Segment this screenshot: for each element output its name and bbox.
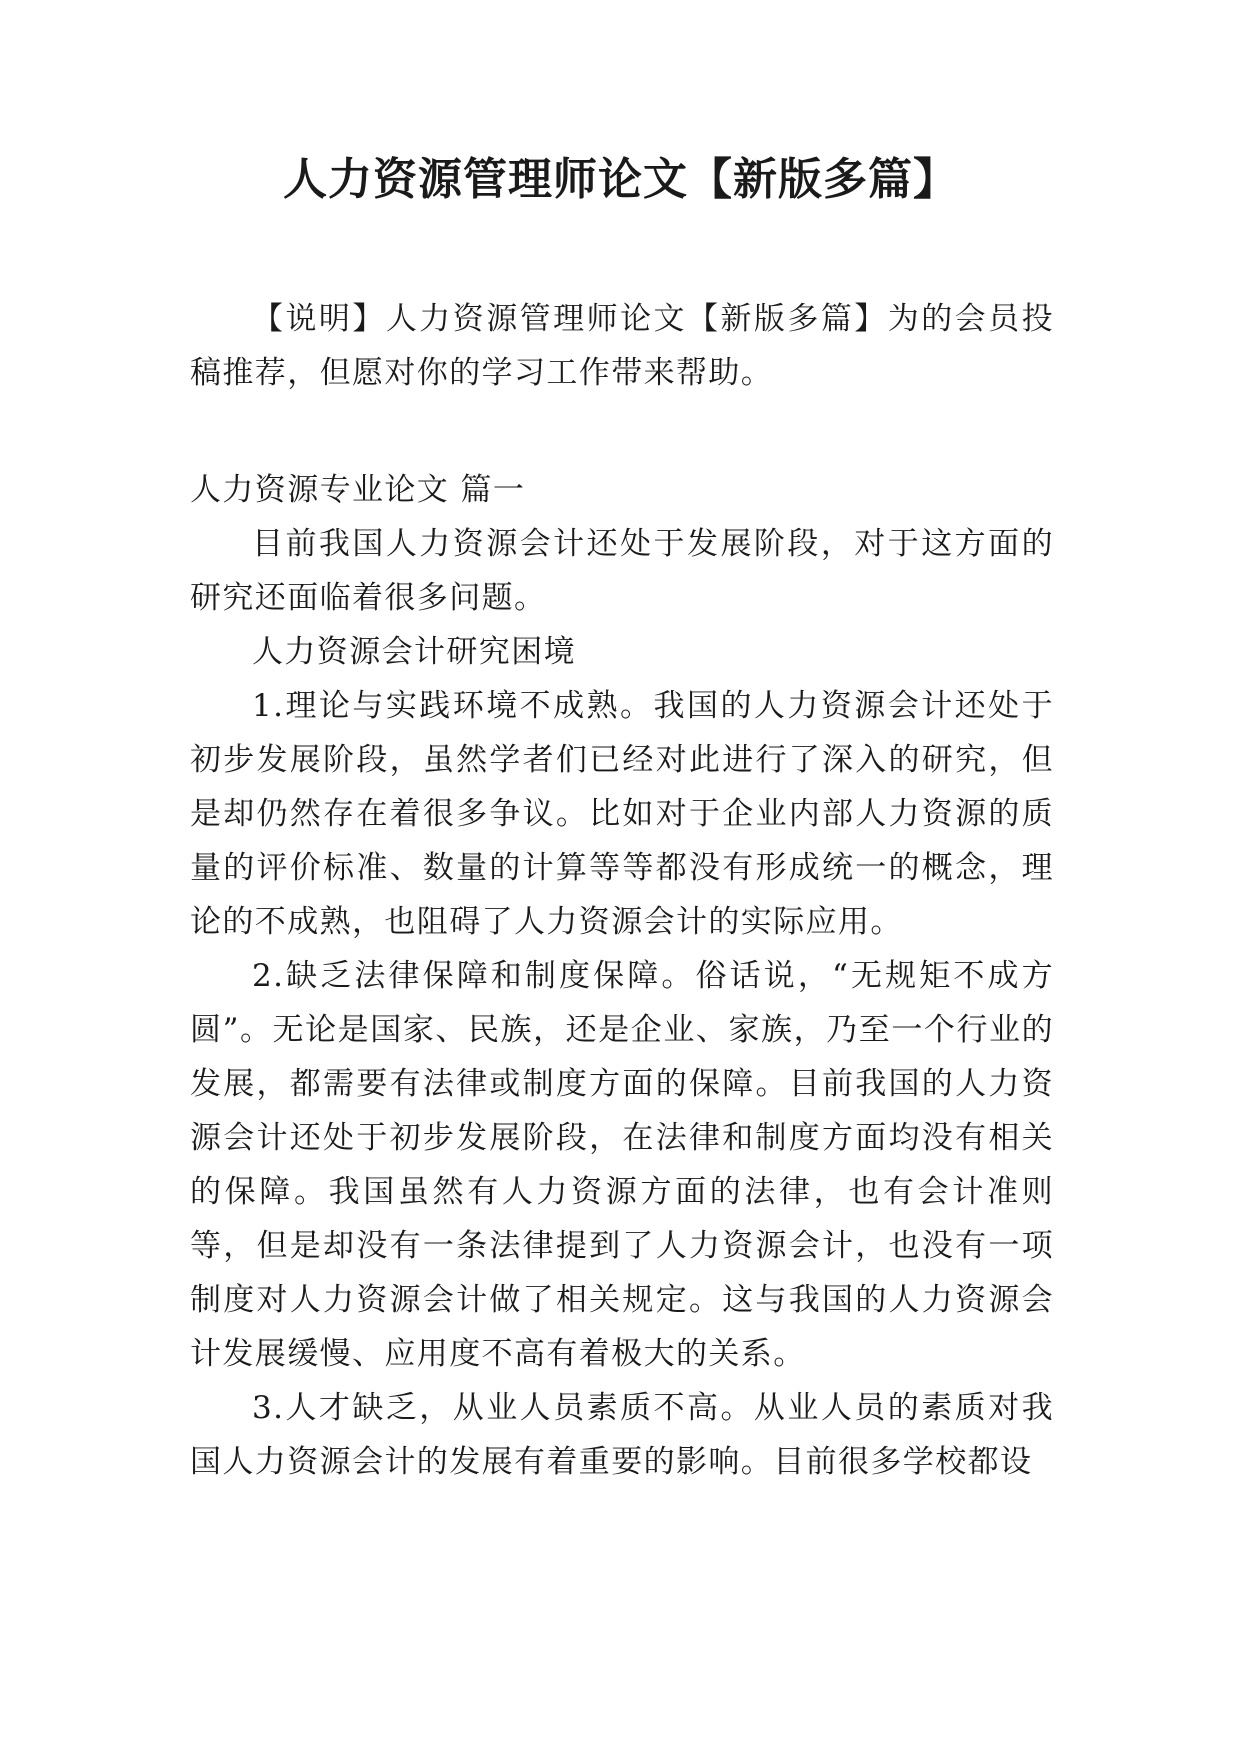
paragraph-3: 1.理论与实践环境不成熟。我国的人力资源会计还处于初步发展阶段，虽然学者们已经对此进行了深入的研究，但是却仍然存在着很多争议。比如对于企业内部人力资源的质量的评价标准、数量的计算等等都没有形成统一的概念，理论的不成熟，也阻碍了人力资源会计的实际应用。 xyxy=(190,688,1054,940)
paragraph-4: 2.缺乏法律保障和制度保障。俗话说，“无规矩不成方圆”。无论是国家、民族，还是企业、家族，乃至一个行业的发展，都需要有法律或制度方面的保障。目前我国的人力资源会计还处于初步发展阶段，在法律和制度方面均没有相关的保障。我国虽然有人力资源方面的法律，也有会计准则等，但是却没有一条法律提到了人力资源会计，也没有一项制度对人力资源会计做了相关规定。这与我国的人力资源会计发展缓慢、应用度不高有着极大的关系。 xyxy=(190,958,1054,1372)
paragraph-1: 目前我国人力资源会计还处于发展阶段，对于这方面的研究还面临着很多问题。 xyxy=(190,526,1054,616)
document-title: 人力资源管理师论文【新版多篇】 xyxy=(283,154,958,205)
paragraph-5: 3.人才缺乏，从业人员素质不高。从业人员的素质对我国人力资源会计的发展有着重要的影响。目前很多学校都设 xyxy=(190,1390,1054,1480)
article-body xyxy=(190,463,1054,1489)
paragraph-2-subheading: 人力资源会计研究困境 xyxy=(252,634,576,670)
intro-block xyxy=(190,292,1054,400)
intro-paragraph: 【说明】人力资源管理师论文【新版多篇】为的会员投稿推荐，但愿对你的学习工作带来帮助。 xyxy=(190,301,1054,391)
section-heading: 人力资源专业论文 篇一 xyxy=(190,472,526,508)
